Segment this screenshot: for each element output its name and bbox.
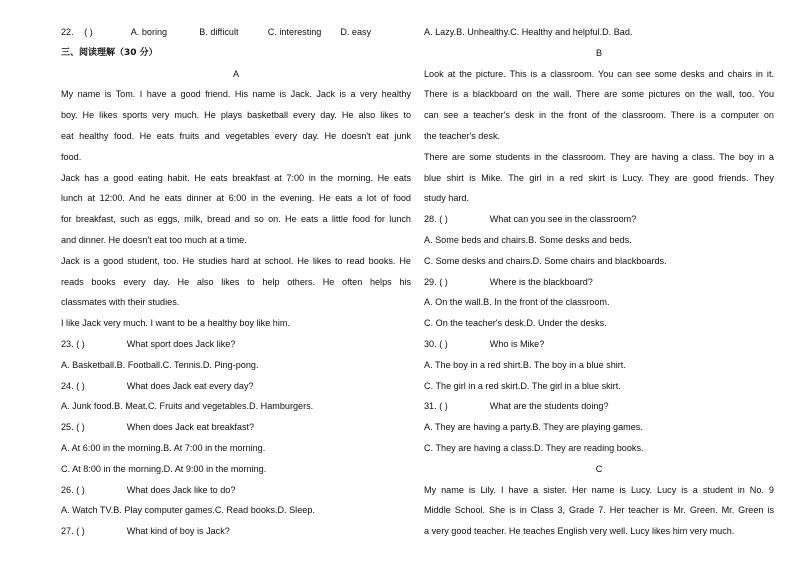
question-stem: What can you see in the classroom? (489, 214, 637, 225)
question-24-options: A. Junk food.B. Meat.C. Fruits and vegetables.D. Hamburgers. (61, 401, 314, 412)
question-stem: What does Jack eat every day? (126, 380, 254, 391)
answer-blank: ( ) (76, 380, 85, 391)
question-30 (424, 334, 774, 355)
question-31 (424, 396, 774, 417)
answer-blank: ( ) (76, 526, 85, 537)
passage-c-line: a very good teacher. He teaches English very well. Lucy likes him very much. (424, 526, 735, 537)
question-27-options: A. Lazy.B. Unhealthy.C. Healthy and helpful.D. Bad. (424, 27, 633, 37)
question-stem: What kind of boy is Jack? (126, 526, 230, 537)
question-25 (61, 417, 411, 438)
question-stem: What does Jack like to do? (126, 484, 236, 495)
section-heading: 三、阅读理解（30 分） (61, 47, 158, 58)
question-25-options: A. At 6:00 in the morning.B. At 7:00 in the morning. (61, 442, 266, 453)
question-stem: Where is the blackboard? (489, 276, 593, 287)
question-23-options: A. Basketball.B. Football.C. Tennis.D. Ping-pong. (61, 359, 259, 370)
question-30-options: A. The boy in a red shirt.B. The boy in a blue shirt. (424, 359, 626, 370)
passage-a-line: eat healthy food. He eats fruits and vegetables every day. He doesn't eat junk (61, 130, 411, 141)
question-29 (424, 272, 774, 293)
answer-blank: ( ) (76, 422, 85, 433)
question-28 (424, 209, 774, 230)
passage-a-line: lunch at 12:00. And he eats dinner at 6:00 in the evening. He eats a lot of food (61, 193, 411, 204)
passage-c-line: Middle School. She is in Class 3, Grade 7. Her teacher is Mr. Green. Mr. Green is (424, 505, 774, 516)
passage-c-label: C (595, 463, 603, 474)
question-31-options: A. They are having a party.B. They are playing games. (424, 422, 643, 433)
passage-a-label: A (232, 68, 240, 79)
question-number: 22. (61, 27, 74, 37)
passage-a-line: reads books every day. He also likes to help others. He often helps his (61, 276, 411, 287)
question-number: 24. (61, 380, 74, 391)
question-number: 27. (61, 526, 74, 537)
passage-b-label: B (595, 47, 603, 58)
answer-blank: ( ) (84, 27, 93, 37)
passage-b-line: study hard. (424, 193, 469, 204)
question-number: 23. (61, 338, 74, 349)
question-30-options: C. The girl in a red skirt.D. The girl in a blue skirt. (424, 380, 621, 391)
passage-b-line: blue shirt is Mike. The girl in a red skirt is Lucy. They are good friends. They (424, 172, 774, 183)
passage-a-line: Jack has a good eating habit. He eats breakfast at 7:00 in the morning. He eats (61, 172, 411, 183)
question-number: 31. (424, 401, 437, 412)
passage-b-line: the teacher's desk. (424, 130, 501, 141)
passage-b-line: can see a teacher's desk in the front of the classroom. There is a computer on (424, 110, 774, 121)
left-column (61, 22, 411, 542)
passage-a-line: boy. He likes sports very much. He plays basketball every day. He also likes to (61, 110, 411, 121)
passage-a-line: food. (61, 151, 82, 162)
question-26 (61, 480, 411, 501)
passage-a-line: Jack is a good student, too. He studies hard at school. He likes to read books. He (61, 255, 411, 266)
answer-blank: ( ) (439, 276, 448, 287)
question-29-options: A. On the wall.B. In the front of the classroom. (424, 297, 610, 308)
answer-blank: ( ) (439, 401, 448, 412)
answer-blank: ( ) (439, 338, 448, 349)
question-number: 30. (424, 338, 437, 349)
question-stem: When does Jack eat breakfast? (126, 422, 255, 433)
passage-b-line: There is a blackboard on the wall. There are some pictures on the wall, too. You (424, 89, 774, 100)
question-27 (61, 521, 411, 542)
question-31-options: C. They are having a class.D. They are reading books. (424, 442, 644, 453)
question-29-options: C. On the teacher's desk.D. Under the desks. (424, 318, 607, 329)
option-a: A. boring (130, 27, 168, 37)
question-stem: Who is Mike? (489, 338, 545, 349)
passage-b-line: There are some students in the classroom. They are having a class. The boy in a (424, 151, 774, 162)
answer-blank: ( ) (76, 338, 85, 349)
passage-a-line: and dinner. He doesn't eat too much at a time. (61, 234, 247, 245)
passage-b-line: Look at the picture. This is a classroom. You can see some desks and chairs in it. (424, 68, 774, 79)
question-23 (61, 334, 411, 355)
option-d: D. easy (340, 27, 372, 37)
passage-a-line: I like Jack very much. I want to be a healthy boy like him. (61, 318, 290, 329)
question-22 (61, 22, 411, 43)
answer-blank: ( ) (439, 214, 448, 225)
question-stem: What sport does Jack like? (126, 338, 236, 349)
option-b: B. difficult (199, 27, 239, 37)
question-number: 25. (61, 422, 74, 433)
question-26-options: A. Watch TV.B. Play computer games.C. Read books.D. Sleep. (61, 505, 315, 516)
question-number: 29. (424, 276, 437, 287)
question-28-options: A. Some beds and chairs.B. Some desks and beds. (424, 234, 632, 245)
question-28-options: C. Some desks and chairs.D. Some chairs and blackboards. (424, 255, 667, 266)
question-25-options: C. At 8:00 in the morning.D. At 9:00 in the morning. (61, 463, 267, 474)
question-stem: What are the students doing? (489, 401, 609, 412)
passage-a-line: classmates with their studies. (61, 297, 180, 308)
question-24 (61, 376, 411, 397)
question-number: 26. (61, 484, 74, 495)
passage-a-line: My name is Tom. I have a good friend. His name is Jack. Jack is a very healthy (61, 89, 411, 100)
passage-a-line: for breakfast, such as eggs, milk, bread and so on. He eats a little food for lunch (61, 214, 411, 225)
answer-blank: ( ) (76, 484, 85, 495)
option-c: C. interesting (267, 27, 322, 37)
question-number: 28. (424, 214, 437, 225)
passage-c-line: My name is Lily. I have a sister. Her name is Lucy. Lucy is a student in No. 9 (424, 484, 774, 495)
right-column (424, 22, 774, 542)
